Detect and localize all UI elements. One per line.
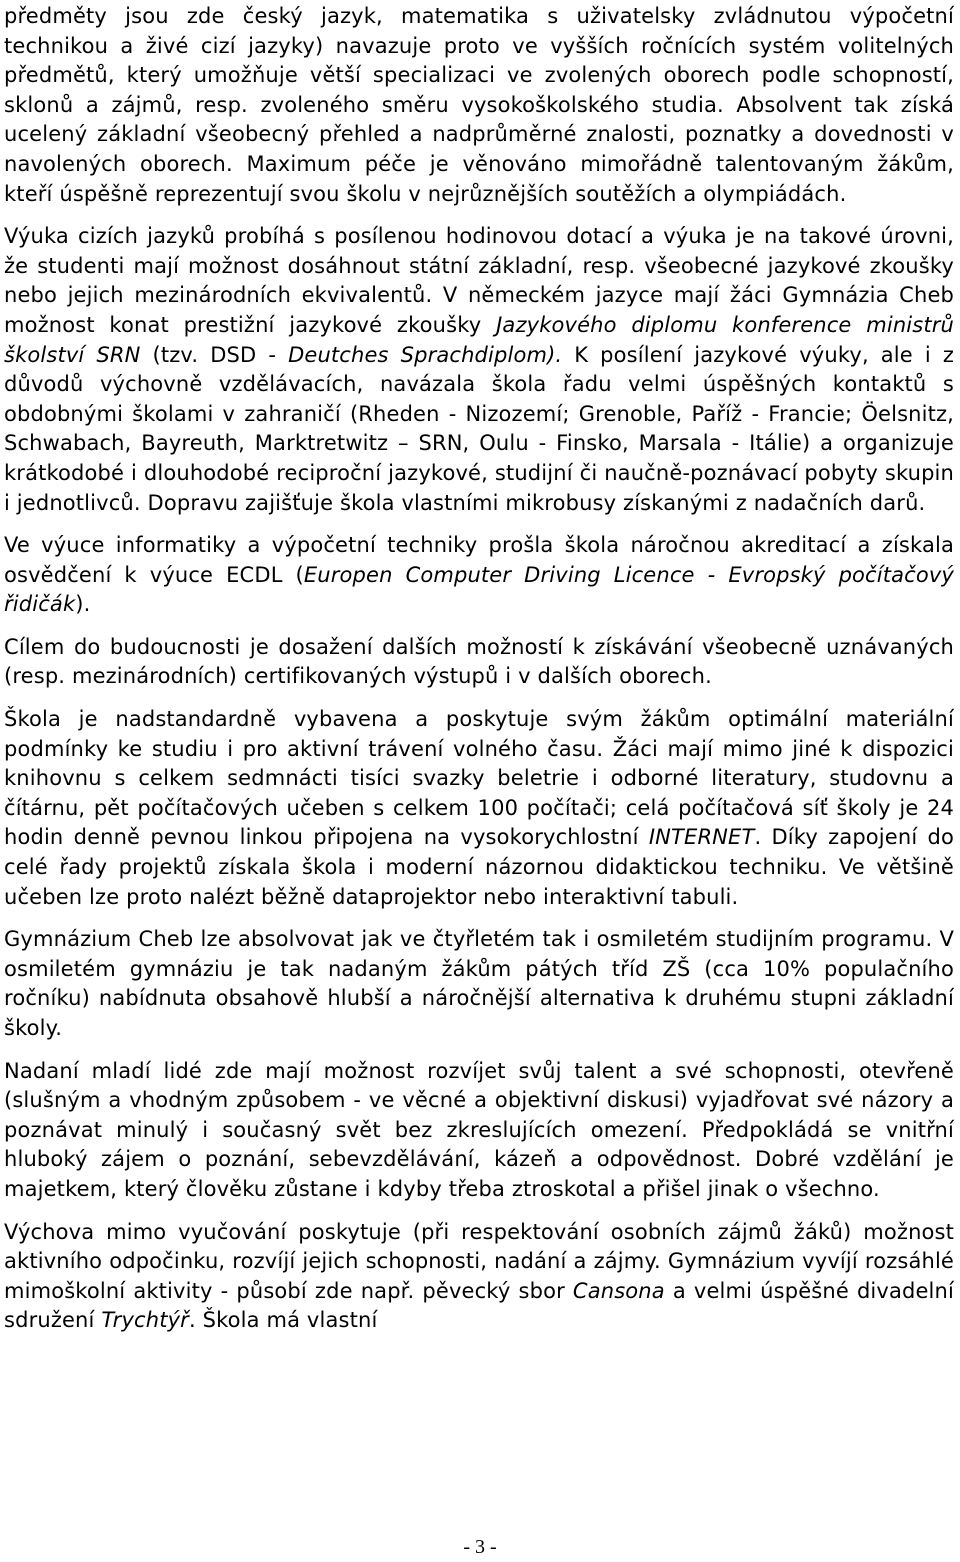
- text-segment: . Škola má vlastní: [188, 1308, 378, 1333]
- paragraph: [4, 925, 954, 1043]
- text-segment: Ve výuce informatiky a výpočetní techniky prošla škola náročnou akreditací a získala osvědčení k výuce ECDL (: [4, 533, 954, 587]
- paragraph: [4, 1057, 954, 1205]
- paragraph: [4, 633, 954, 692]
- paragraph: [4, 531, 954, 620]
- paragraph: [4, 705, 954, 912]
- text-segment: . Díky zapojení do celé řady projektů získala škola i moderní názornou didaktickou techniku. Ve většině učeben lze proto nalézt běžně dataprojektor nebo interaktivní tabuli.: [4, 825, 954, 909]
- page-number: - 3 -: [463, 1536, 497, 1558]
- italic-text: Deutches Sprachdiplom).: [288, 342, 563, 367]
- text-segment: (tzv. DSD -: [140, 342, 289, 367]
- paragraph: [4, 222, 954, 518]
- paragraph: [4, 2, 954, 209]
- document-body: [4, 2, 954, 1349]
- text-segment: a velmi úspěšné divadelní sdružení: [4, 1278, 954, 1333]
- text-segment: Výuka cizích jazyků probíhá s posílenou hodinovou dotací a výuka je na takové úrovni, že studenti mají možnost dosáhnout státní základní, resp. všeobecné jazykové zkoušky nebo jejich mezinárodních ekvivalentů. V německém jazyce mají žáci Gymnázia Cheb možnost konat prestižní jazykové zkoušky: [4, 224, 954, 337]
- text-segment: K posílení jazykové výuky, ale i z důvodů výchovně vzdělávacích, navázala škola řadu velmi úspěšných kontaktů s obdobnými školami v zahraničí (Rheden - Nizozemí; Grenoble, Paříž - Francie; Öelsnitz, Schwabach, Bayreuth, Marktretwitz – SRN, Oulu - Finsko, Marsala - Itálie) a organizuje krátkodobé i dlouhodobé reciproční jazykové, studijní či naučně-poznávací pobyty skupin i jednotlivců. Dopravu zajišťuje škola vlastními mikrobusy získanými z nadačních darů.: [4, 342, 955, 515]
- italic-text: Europen Computer Driving Licence - Evropský počítačový řidičák: [4, 562, 954, 617]
- italic-text: Cansona: [572, 1278, 665, 1303]
- text-segment: Nadaní mladí lidé zde mají možnost rozvíjet svůj talent a své schopnosti, otevřeně (slušným a vhodným způsobem - ve věcné a objektivní diskusi) vyjadřovat své názory a poznávat minulý i současný svět bez zkreslujících omezení. Předpokládá se vnitřní hluboký zájem o poznání, sebevzdělávání, kázeň a odpovědnost. Dobré vzdělání je majetkem, který člověku zůstane i kdyby třeba ztroskotal a přišel jinak o všechno.: [4, 1058, 954, 1201]
- italic-text: INTERNET: [648, 825, 755, 850]
- text-segment: Škola je nadstandardně vybavena a poskytuje svým žákům optimální materiální podmínky ke studiu i pro aktivní trávení volného času. Žáci mají mimo jiné k dispozici knihovnu s celkem sedmnácti tisíci svazky beletrie i odborné literatury, studovnu a čítárnu, pět počítačových učeben s celkem 100 počítači; celá počítačová síť školy je 24 hodin denně pevnou linkou připojena na vysokorychlostní: [4, 707, 954, 850]
- text-segment: Gymnázium Cheb lze absolvovat jak ve čtyřletém tak i osmiletém studijním programu. V osmiletém gymnáziu je tak nadaným žákům pátých tříd ZŠ (cca 10% populačního ročníku) nabídnuta obsahově hlubší a náročnější alternativa k druhému stupni základní školy.: [4, 927, 954, 1040]
- italic-text: Trychtýř: [101, 1308, 189, 1333]
- italic-text: Jazykového diplomu konference ministrů školství SRN: [4, 312, 954, 367]
- paragraph: [4, 1218, 954, 1336]
- text-segment: Výchova mimo vyučování poskytuje (při respektování osobních zájmů žáků) možnost aktivního odpočinku, rozvíjí jejich schopnosti, nadání a zájmy. Gymnázium vyvíjí rozsáhlé mimoškolní aktivity - působí zde např. pěvecký sbor: [4, 1219, 954, 1303]
- text-segment: předměty jsou zde český jazyk, matematika s uživatelsky zvládnutou výpočetní technikou a živé cizí jazyky) navazuje proto ve vyšších ročnících systém volitelných předmětů, který umožňuje větší specializaci ve zvolených oborech podle schopností, sklonů a zájmů, resp. zvoleného směru vysokoškolského studia. Absolvent tak získá ucelený základní všeobecný přehled a nadprůměrné znalosti, poznatky a dovednosti v navolených oborech. Maximum péče je věnováno mimořádně talentovaným žákům, kteří úspěšně reprezentují svou školu v nejrůznějších soutěžích a olympiádách.: [4, 4, 954, 206]
- text-segment: ).: [75, 592, 91, 617]
- text-segment: Cílem do budoucnosti je dosažení dalších možností k získávání všeobecně uznávaných (resp. mezinárodních) certifikovaných výstupů i v dalších oborech.: [4, 634, 954, 689]
